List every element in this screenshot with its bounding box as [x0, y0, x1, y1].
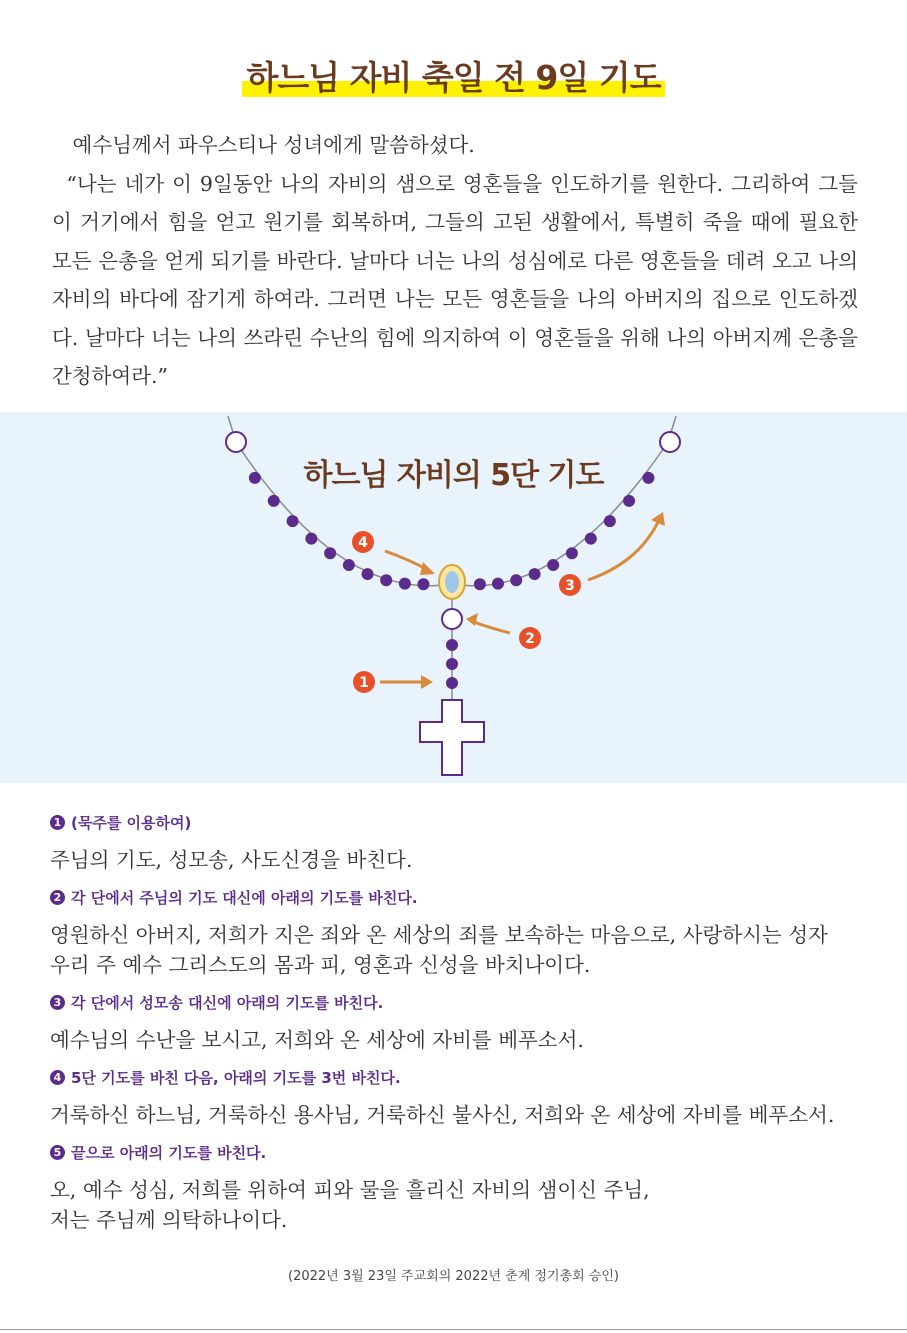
rosary-bead [417, 578, 429, 590]
arrow-3 [588, 518, 660, 580]
rosary-bead [324, 547, 336, 559]
rosary-bead [399, 578, 411, 590]
rosary-bead [566, 547, 578, 559]
step-heading-text: (묵주를 이용하여) [71, 814, 192, 832]
divider [0, 1329, 907, 1330]
step-text: 거룩하신 하느님, 거룩하신 용사님, 거룩하신 불사신, 저희와 온 세상에 자비를 베푸소서. [50, 1103, 835, 1127]
rosary-bead-large [226, 432, 246, 452]
rosary-bead [547, 559, 559, 571]
rosary-bead [585, 533, 597, 545]
step-heading [50, 1142, 870, 1163]
step-number: 4 [50, 1070, 65, 1085]
rosary-title-wrap [0, 450, 907, 494]
rosary-bead [510, 574, 522, 586]
rosary-bead [287, 515, 299, 527]
intro-line: 예수님께서 파우스티나 성녀에게 말씀하셨다. [72, 133, 475, 157]
step-heading [50, 887, 870, 908]
rosary-bead [380, 574, 392, 586]
rosary-bead [492, 578, 504, 590]
rosary-bead-large [442, 609, 462, 629]
main-title-wrap [0, 52, 907, 99]
rosary-bead [446, 677, 458, 689]
step-heading-text: 각 단에서 성모송 대신에 아래의 기도를 바친다. [71, 994, 384, 1012]
intro-text [52, 126, 858, 396]
rosary-bead [446, 639, 458, 651]
page-title: 하느님 자비 축일 전 9일 기도 [242, 52, 664, 99]
approval-note: (2022년 3월 23일 주교회의 2022년 춘계 정기총회 승인) [288, 1269, 619, 1284]
step-heading [50, 812, 870, 833]
badge-3: 3 [565, 578, 575, 594]
arrows [380, 518, 660, 682]
badge-4: 4 [358, 535, 368, 551]
step-5 [50, 1142, 870, 1235]
rosary-bead [623, 495, 635, 507]
intro-quote: “나는 네가 이 9일동안 나의 자비의 샘으로 영혼들을 인도하기를 원한다. 그리하여 그들이 거기에서 힘을 얻고 원기를 회복하며, 그들의 고된 생활에서, 특별히 죽을 때에 필요한 모든 은총을 얻게 되기를 바란다. 날마다 너는 나의 성심에로 다른 영혼들을 데려 오고 나의 자비의 바다에 잠기게 하여라. 그러면 나는 모든 영혼들을 나의 아버지의 집으로 인도하겠다. 날마다 너는 나의 쓰라린 수난의 힘에 의지하여 이 영혼들을 위해 나의 아버지께 은총을 간청하여라.” [52, 171, 858, 388]
step-text: 오, 예수 성심, 저희를 위하여 피와 물을 흘리신 자비의 샘이신 주님, 저는 주님께 의탁하나이다. [50, 1178, 650, 1232]
rosary-bead [446, 658, 458, 670]
step-number: 5 [50, 1145, 65, 1160]
rosary-bead-large [660, 432, 680, 452]
number-badges [352, 531, 581, 693]
step-4 [50, 1067, 870, 1130]
step-text: 영원하신 아버지, 저희가 지은 죄와 온 세상의 죄를 보속하는 마음으로, 사랑하시는 성자 우리 주 예수 그리스도의 몸과 피, 영혼과 신성을 바치나이다. [50, 923, 828, 977]
step-number: 1 [50, 815, 65, 830]
arrow-4 [385, 551, 428, 570]
step-1 [50, 812, 870, 875]
rosary-diagram [0, 412, 907, 783]
rosary-bead [529, 568, 541, 580]
rosary-bead [604, 515, 616, 527]
badge-2: 2 [525, 631, 535, 647]
step-heading-text: 각 단에서 주님의 기도 대신에 아래의 기도를 바친다. [71, 889, 418, 907]
step-text: 예수님의 수난을 보시고, 저희와 온 세상에 자비를 베푸소서. [50, 1028, 584, 1052]
steps-list [50, 812, 870, 1235]
rosary-bead [474, 578, 486, 590]
step-2 [50, 887, 870, 980]
step-text: 주님의 기도, 성모송, 사도신경을 바친다. [50, 848, 413, 872]
step-number: 2 [50, 890, 65, 905]
arrow-2 [474, 622, 510, 633]
step-3 [50, 992, 870, 1055]
rosary-bead [343, 559, 355, 571]
badge-1: 1 [359, 675, 369, 691]
rosary-bead [305, 533, 317, 545]
step-heading [50, 992, 870, 1013]
step-heading-text: 5단 기도를 바친 다음, 아래의 기도를 3번 바친다. [71, 1069, 401, 1087]
step-number: 3 [50, 995, 65, 1010]
step-heading-text: 끝으로 아래의 기도를 바친다. [71, 1144, 267, 1162]
cross-icon [420, 700, 484, 775]
rosary-title: 하느님 자비의 5단 기도 [299, 450, 607, 494]
step-heading [50, 1067, 870, 1088]
medal-image [445, 571, 459, 593]
rosary-bead [362, 568, 374, 580]
rosary-bead [268, 495, 280, 507]
